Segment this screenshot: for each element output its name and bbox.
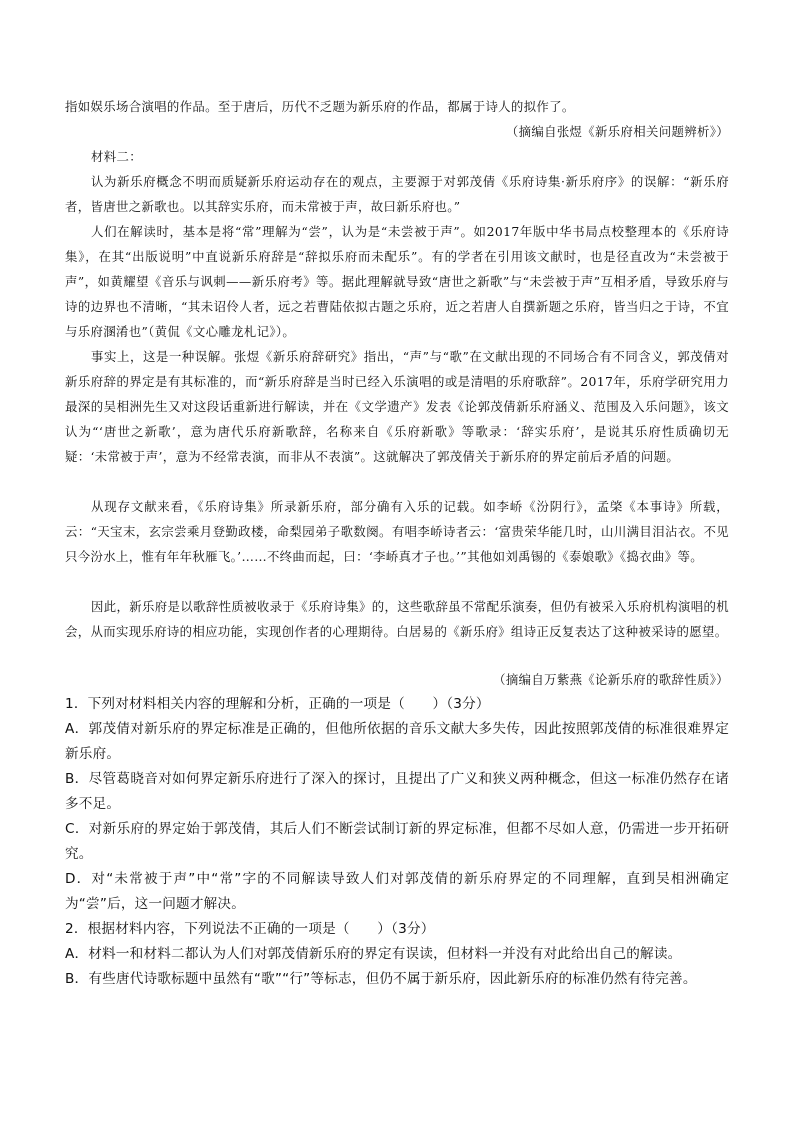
- question-2-option-a: A．材料一和材料二都认为人们对郭茂倩新乐府的界定有误读，但材料一并没有对此给出自己的解读。: [65, 946, 682, 962]
- material2-paragraph-1: 认为新乐府概念不明而质疑新乐府运动存在的观点，主要源于对郭茂倩《乐府诗集·新乐府序》的误解：“新乐府者，皆唐世之新歌也。以其辞实乐府，而未常被于声，故曰新乐府也。”: [65, 174, 729, 214]
- question-2-stem: 2．根据材料内容，下列说法不正确的一项是（ ）（3分）: [65, 921, 435, 937]
- question-1-option-d: D．对“未常被于声”中“常”字的不同解读导致人们对郭茂倩的新乐府界定的不同理解，直到吴相洲确定为“尝”后，这一问题才解决。: [65, 871, 729, 912]
- question-1-option-a: A．郭茂倩对新乐府的界定标准是正确的，但他所依据的音乐文献大多失传，因此按照郭茂倩的标准很难界定新乐府。: [65, 721, 729, 762]
- material1-closing-line: 指如娱乐场合演唱的作品。至于唐后，历代不乏题为新乐府的作品，都属于诗人的拟作了。: [65, 99, 575, 114]
- material2-heading: 材料二：: [91, 149, 142, 164]
- material2-paragraph-3: 事实上，这是一种误解。张煜《新乐府辞研究》指出，“声”与“歌”在文献出现的不同场合有不同含义，郭茂倩对新乐府辞的界定是有其标准的，而“新乐府辞是当时已经入乐演唱的或是清唱的乐府歌辞”。2017年，乐府学研究用力最深的吴相洲先生又对这段话重新进行解读，并在《文学遗产》发表《论郭茂倩新乐府涵义、范围及入乐问题》，该文认为“‘唐世之新歌’，意为唐代乐府新歌辞，名称来自《乐府新歌》等歌录：‘辞实乐府’，是说其乐府性质确切无疑：‘未常被于声’，意为不经常表演，而非从不表演”。这就解决了郭茂倩关于新乐府的界定前后矛盾的问题。: [65, 349, 729, 464]
- question-2-option-b: B．有些唐代诗歌标题中虽然有“歌”“行”等标志，但仍不属于新乐府，因此新乐府的标准仍然有待完善。: [65, 971, 697, 987]
- material2-source: （摘编自万紫燕《论新乐府的歌辞性质》）: [493, 672, 729, 687]
- question-1-option-c: C．对新乐府的界定始于郭茂倩，其后人们不断尝试制订新的界定标准，但都不尽如人意，仍需进一步开拓研究。: [65, 821, 729, 862]
- material2-paragraph-4: 从现存文献来看，《乐府诗集》所录新乐府，部分确有入乐的记载。如李峤《汾阴行》，孟棨《本事诗》所载，云：“天宝末，玄宗尝乘月登勤政楼，命梨园弟子歌数阕。有唱李峤诗者云：‘富贵荣华能几时，山川满目泪沾衣。不见只今汾水上，惟有年年秋雁飞。’……不终曲而起，曰：‘李峤真才子也。’”其他如刘禹锡的《泰娘歌》《捣衣曲》等。: [65, 499, 729, 564]
- material1-source: （摘编自张煜《新乐府相关问题辨析》）: [505, 124, 729, 139]
- material2-paragraph-5: 因此，新乐府是以歌辞性质被收录于《乐府诗集》的，这些歌辞虽不常配乐演奏，但仍有被采入乐府机构演唱的机会，从而实现乐府诗的相应功能，实现创作者的心理期待。白居易的《新乐府》组诗正反复表达了这种被采诗的愿望。: [65, 599, 729, 639]
- material2-paragraph-2: 人们在解读时，基本是将“常”理解为“尝”，认为是“未尝被于声”。如2017年版中华书局点校整理本的《乐府诗集》，在其“出版说明”中直说新乐府辞是“辞拟乐府而未配乐”。有的学者在引用该文献时，也是径直改为“未尝被于声”，如黄耀望《音乐与讽刺——新乐府考》等。据此理解就导致“唐世之新歌”与“未尝被于声”互相矛盾，导致乐府与诗的边界也不清晰，“其未诏伶人者，远之若曹陆依拟古题之乐府，近之若唐人自撰新题之乐府，皆当归之于诗，不宜与乐府溷淆也”（黄侃《文心雕龙札记》）。: [65, 224, 729, 339]
- question-1-option-b: B．尽管葛晓音对如何界定新乐府进行了深入的探讨，且提出了广义和狭义两种概念，但这一标准仍然存在诸多不足。: [65, 771, 729, 812]
- question-1-stem: 1．下列对材料相关内容的理解和分析，正确的一项是（ ）（3分）: [65, 696, 490, 712]
